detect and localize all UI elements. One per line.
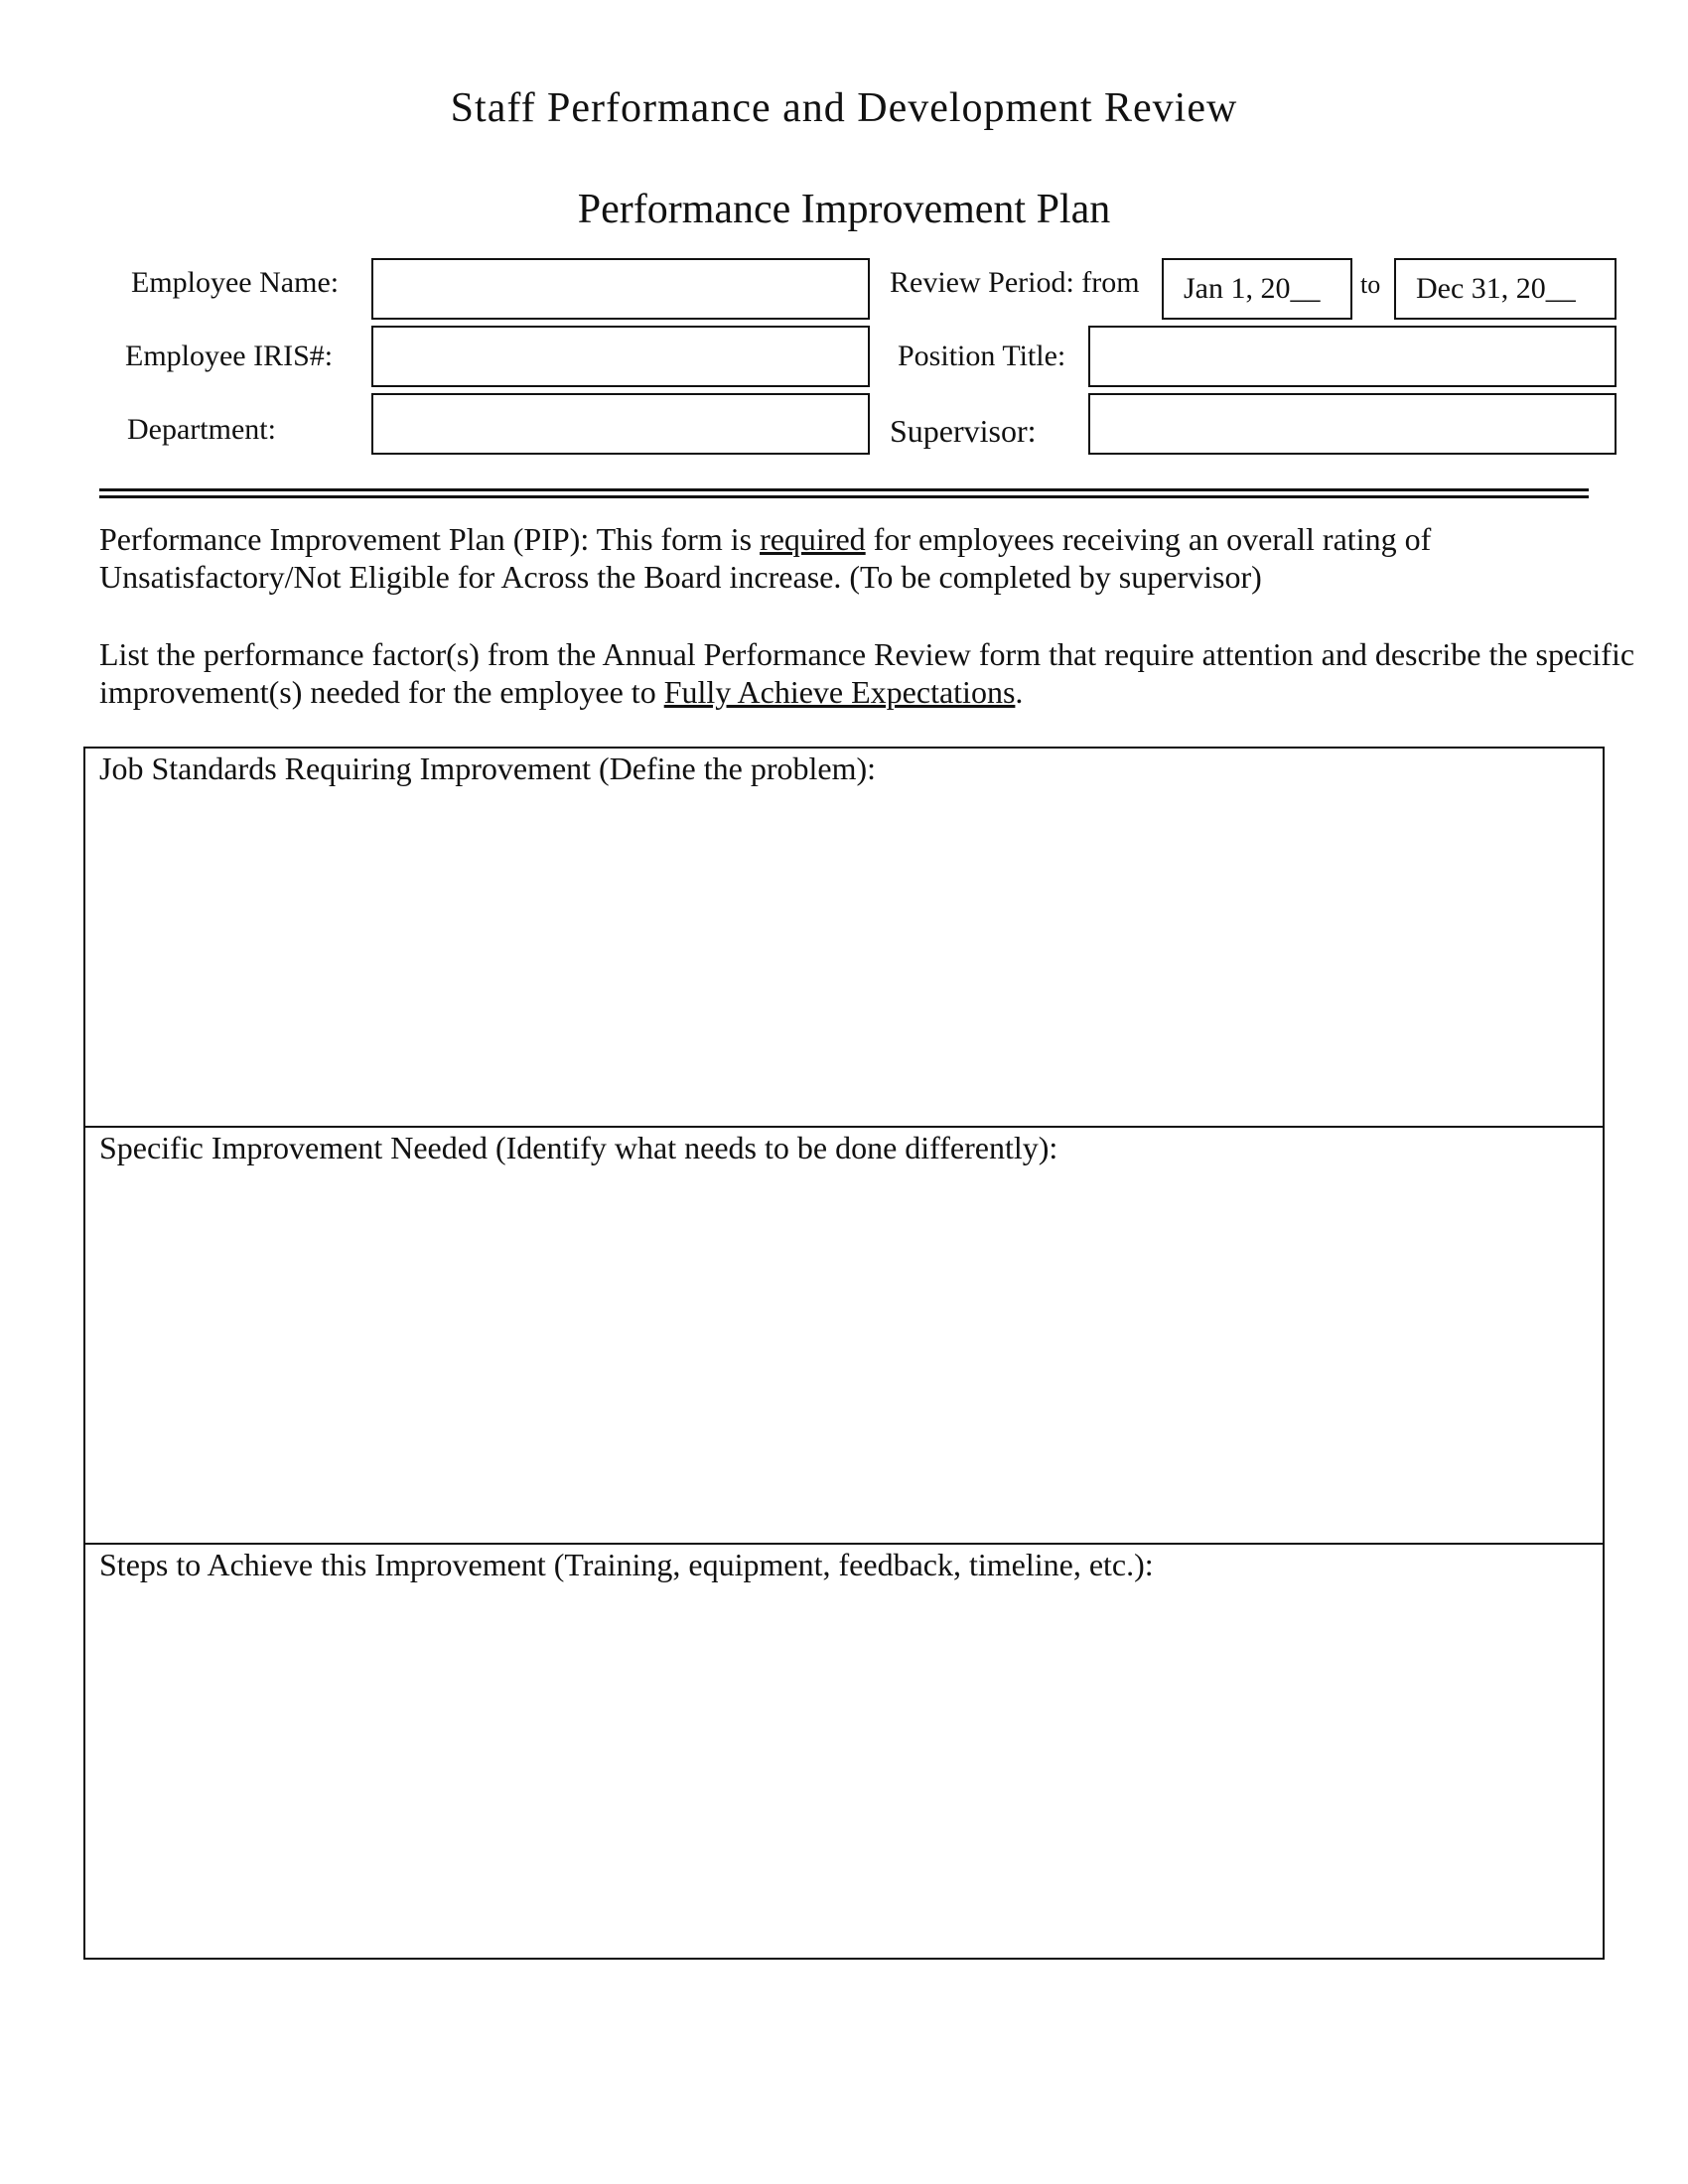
employee-iris-label: Employee IRIS#: [125,340,334,372]
pip-intro-text-1: Performance Improvement Plan (PIP): This form is [99,521,761,557]
instructions-text-1: List the performance factor(s) from the Annual Performance Review form that require attention and describe the specific improvement(s) needed for the employee to [99,636,1635,710]
employee-name-field[interactable] [371,258,870,320]
pip-intro-paragraph [99,520,1648,596]
review-to-field[interactable]: Dec 31, 20__ [1394,258,1617,320]
employee-iris-field[interactable] [371,326,870,387]
employee-name-label: Employee Name: [131,266,340,299]
supervisor-field[interactable] [1088,393,1617,455]
review-from-field[interactable]: Jan 1, 20__ [1162,258,1352,320]
review-to-label: to [1360,270,1381,299]
position-title-field[interactable] [1088,326,1617,387]
job-standards-label: Job Standards Requiring Improvement (Define the problem): [99,751,877,786]
specific-improvement-label: Specific Improvement Needed (Identify what needs to be done differently): [99,1130,1058,1165]
specific-improvement-section[interactable] [85,1128,1603,1545]
pip-required-emphasis: required [760,521,866,557]
instructions-text-2: . [1015,674,1024,710]
position-title-label: Position Title: [898,340,1066,372]
instructions-paragraph [99,635,1648,711]
divider-top [99,488,1589,491]
divider-bottom [99,495,1589,498]
job-standards-section[interactable] [85,749,1603,1128]
fully-achieve-emphasis: Fully Achieve Expectations [663,674,1016,710]
pip-sections-table [83,747,1605,1960]
steps-to-achieve-section[interactable] [85,1545,1603,1960]
page-title: Staff Performance and Development Review [450,85,1238,131]
pip-intro-text-2: for employees receiving an overall rating of Unsatisfactory/Not Eligible for Across the Board increase. (To be completed by supervisor) [99,521,1432,595]
department-label: Department: [127,413,276,446]
page-subtitle: Performance Improvement Plan [577,187,1111,232]
department-field[interactable] [371,393,870,455]
review-period-label: Review Period: from [890,266,1140,299]
steps-to-achieve-label: Steps to Achieve this Improvement (Training, equipment, feedback, timeline, etc.): [99,1547,1154,1582]
supervisor-label: Supervisor: [890,413,1037,449]
